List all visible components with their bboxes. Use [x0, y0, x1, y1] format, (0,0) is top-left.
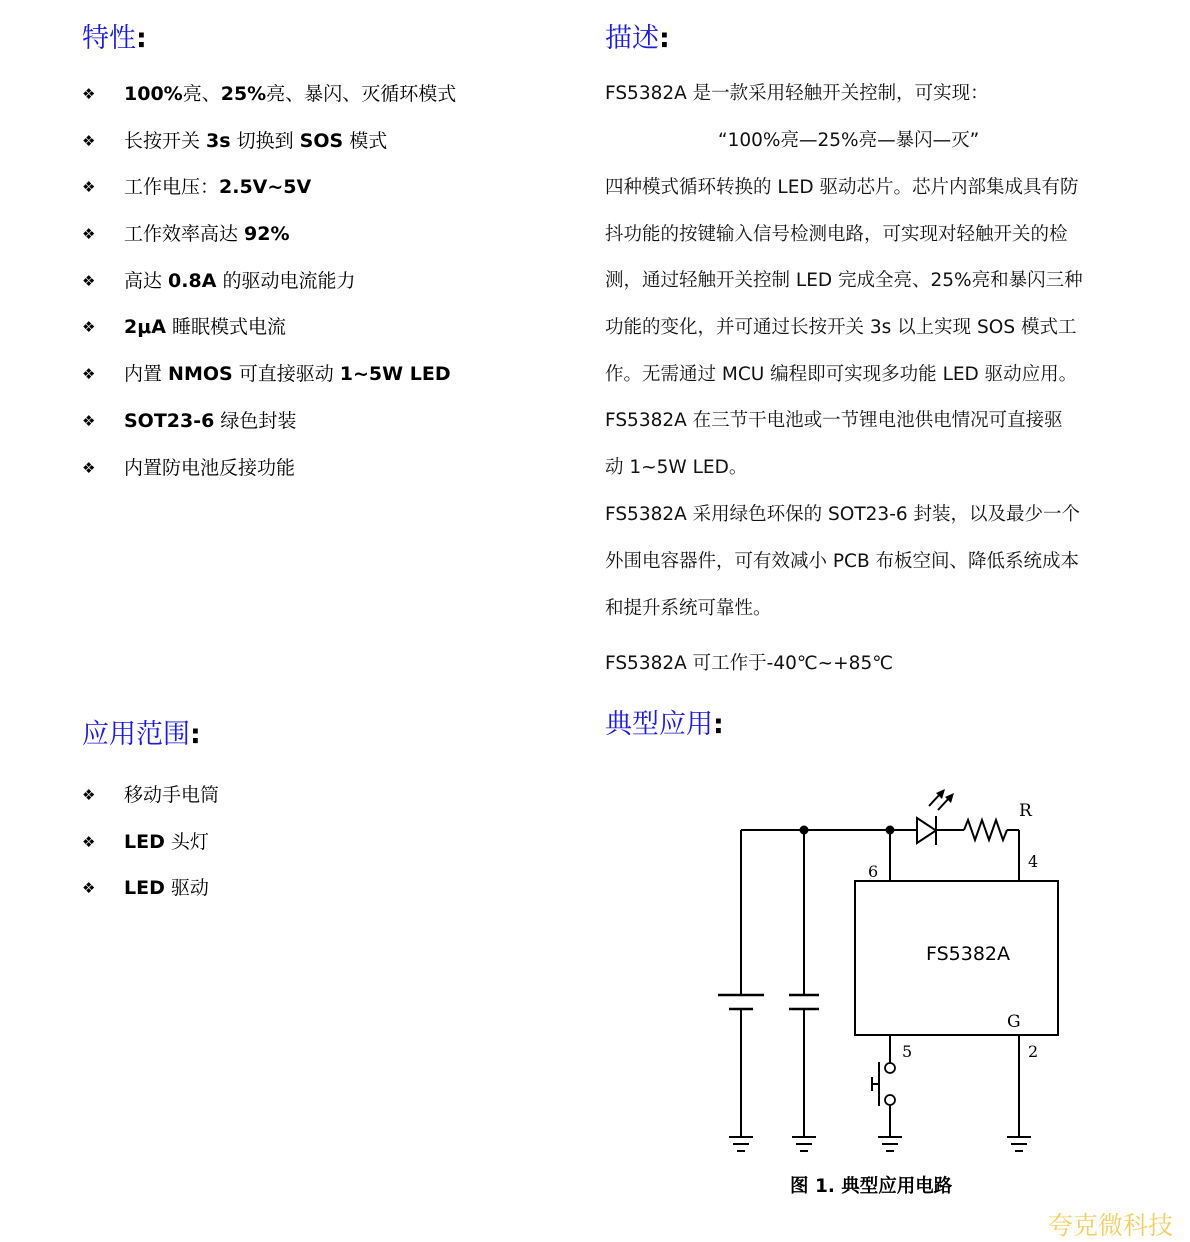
resistor-zigzag — [964, 820, 1007, 840]
bullet-icon: ❖ — [82, 832, 96, 851]
ground-pin-label: G — [1007, 1012, 1021, 1032]
features-colon: : — [136, 23, 147, 54]
feature-text: SOT23-6 绿色封装 — [124, 409, 297, 432]
pin-5-label: 5 — [902, 1042, 913, 1061]
description-line: 抖功能的按键输入信号检测电路，可实现对轻触开关的检 — [605, 224, 1068, 245]
feature-text: 工作效率高达 92% — [124, 223, 290, 246]
description-title: 描述 — [605, 23, 659, 54]
application-text: LED 驱动 — [124, 877, 209, 900]
feature-text: 长按开关 3s 切换到 SOS 模式 — [124, 129, 388, 152]
description-line: 和提升系统可靠性。 — [605, 598, 772, 619]
description-line: FS5382A 采用绿色环保的 SOT23-6 封装，以及最少一个 — [605, 504, 1081, 525]
description-colon: : — [659, 23, 670, 54]
bullet-icon: ❖ — [82, 178, 96, 197]
application-text: 移动手电筒 — [124, 784, 220, 806]
pin-6-label: 6 — [868, 862, 879, 881]
description-line: FS5382A 可工作于-40℃~+85℃ — [605, 653, 893, 674]
description-line: 功能的变化，并可通过长按开关 3s 以上实现 SOS 模式工 — [605, 317, 1077, 338]
led-triangle — [917, 818, 936, 843]
switch-contact-bottom — [885, 1095, 895, 1105]
bullet-icon: ❖ — [82, 458, 96, 477]
ground-symbol-2 — [792, 1137, 816, 1151]
typical-title: 典型应用 — [605, 709, 713, 740]
ground-symbol-1 — [729, 1137, 753, 1151]
applications-colon: : — [190, 719, 201, 750]
pin-4-label: 4 — [1028, 852, 1039, 871]
bullet-icon: ❖ — [82, 879, 96, 898]
bullet-icon: ❖ — [82, 85, 96, 103]
pin-2-label: 2 — [1028, 1042, 1039, 1061]
feature-text: 内置防电池反接功能 — [124, 456, 296, 479]
chip-label: FS5382A — [926, 943, 1011, 965]
feature-text: 工作电压：2.5V~5V — [124, 176, 312, 199]
switch-contact-top — [885, 1063, 895, 1073]
watermark: 夸克微科技 — [1048, 1211, 1174, 1240]
junction-dot-1 — [800, 826, 809, 835]
bullet-icon: ❖ — [82, 318, 96, 337]
bullet-icon: ❖ — [82, 786, 96, 804]
bullet-icon: ❖ — [82, 411, 96, 430]
feature-text: 2μA 睡眠模式电流 — [124, 316, 286, 339]
features-title: 特性 — [82, 23, 136, 54]
junction-dot-2 — [886, 826, 895, 835]
feature-text: 高达 0.8A 的驱动电流能力 — [124, 269, 356, 292]
description-line: 动 1~5W LED。 — [605, 457, 748, 478]
bullet-icon: ❖ — [82, 365, 96, 384]
figure-caption: 图 1. 典型应用电路 — [790, 1176, 953, 1197]
application-text: LED 头灯 — [124, 830, 209, 853]
bullet-icon: ❖ — [82, 225, 96, 244]
resistor-label: R — [1019, 801, 1032, 821]
feature-text: 内置 NMOS 可直接驱动 1~5W LED — [124, 363, 451, 386]
description-line: 测，通过轻触开关控制 LED 完成全亮、25%亮和暴闪三种 — [605, 270, 1083, 291]
typical-colon: : — [713, 709, 724, 740]
description-quote: “100%亮—25%亮—暴闪—灭” — [718, 130, 980, 151]
ground-symbol-4 — [1007, 1137, 1031, 1151]
ground-symbol-3 — [878, 1137, 902, 1151]
description-line: 作。无需通过 MCU 编程即可实现多功能 LED 驱动应用。 — [605, 364, 1078, 385]
description-line: 四种模式循环转换的 LED 驱动芯片。芯片内部集成具有防 — [605, 177, 1079, 198]
bullet-icon: ❖ — [82, 271, 96, 290]
bullet-icon: ❖ — [82, 131, 96, 150]
description-line: FS5382A 是一款采用轻触开关控制，可实现： — [605, 83, 989, 104]
applications-title: 应用范围 — [82, 719, 190, 750]
description-line: 外围电容器件，可有效减小 PCB 布板空间、降低系统成本 — [605, 551, 1080, 572]
feature-text: 100%亮、25%亮、暴闪、灭循环模式 — [124, 83, 457, 105]
description-line: FS5382A 在三节干电池或一节锂电池供电情况可直接驱 — [605, 410, 1063, 431]
